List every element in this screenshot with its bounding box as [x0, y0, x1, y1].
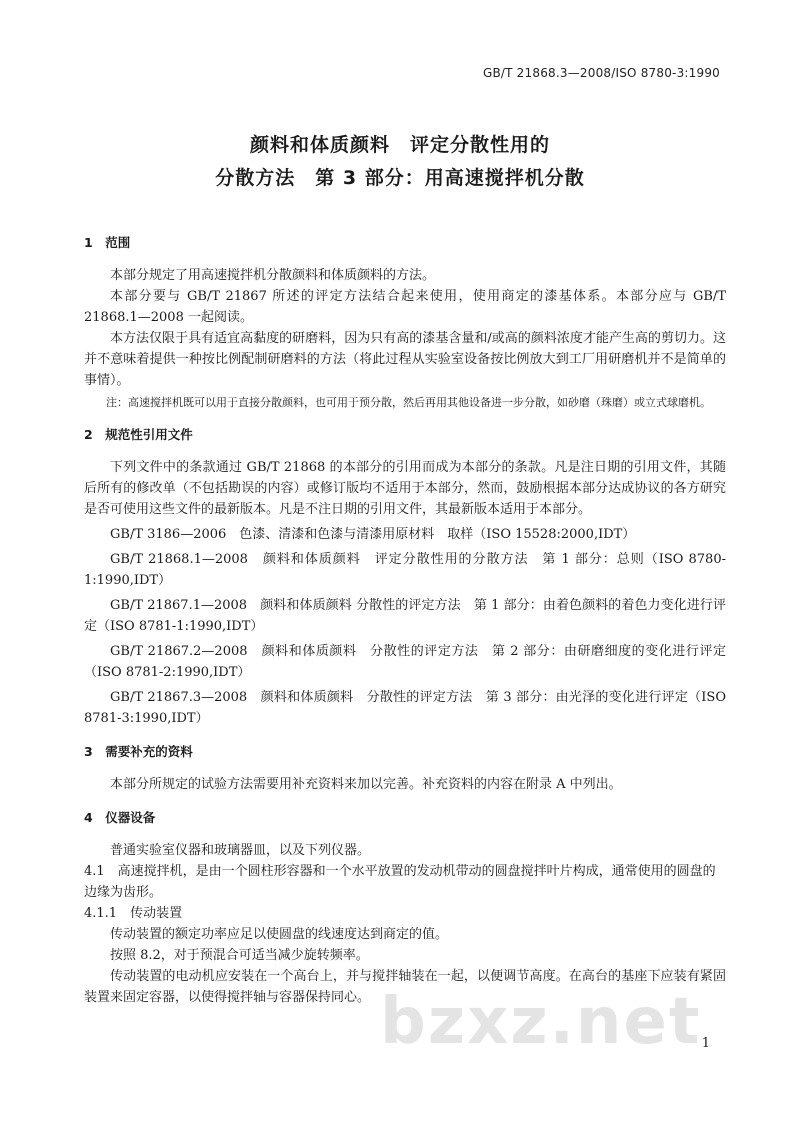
site-watermark: bzxz.net [380, 985, 702, 1059]
section-4-paragraph: 传动装置的额定功率应足以使圆盘的线速度达到商定的值。 [110, 927, 449, 942]
section-1-paragraph: 本部分规定了用高速搅拌机分散颜料和体质颜料的方法。 [110, 268, 436, 283]
section-3-heading: 3 需要补充的资料 [84, 744, 193, 759]
document-title-line2: 分散方法 第 3 部分：用高速搅拌机分散 [215, 167, 585, 189]
document-body [84, 232, 726, 1008]
page-number: 1 [701, 1036, 710, 1051]
section-1-paragraph: 本部分要与 GB/T 21867 所述的评定方法结合起来使用，使用商定的漆基体系。本部分应与 GB/T 21868.1—2008 一起阅读。 [84, 289, 726, 325]
section-2-heading: 2 规范性引用文件 [84, 427, 193, 442]
section-1-note: 注：高速搅拌机既可以用于直接分散颜料，也可用于预分散，然后再用其他设备进一步分散，如砂磨（珠磨）或立式球磨机。 [106, 396, 711, 409]
section-4-paragraph: 普通实验室仪器和玻璃器皿，以及下列仪器。 [110, 843, 371, 858]
section-4-paragraph: 按照 8.2，对于预混合可适当减少旋转频率。 [110, 948, 369, 963]
section-2-paragraph: 下列文件中的条款通过 GB/T 21868 的本部分的引用而成为本部分的条款。凡是注日期的引用文件，其随后所有的修改单（不包括勘误的内容）或修订版均不适用于本部分，然而，鼓励根据本部分达成协议的各方研究是否可使用这些文件的最新版本。凡是不注日期的引用文件，其最新版本适用于本部分。 [84, 460, 726, 517]
standard-code: GB/T 21868.3—2008/ISO 8780-3:1990 [482, 66, 720, 80]
section-1-heading: 1 范围 [84, 235, 131, 250]
normative-reference: GB/T 21867.2—2008 颜料和体质颜料 分散性的评定方法 第 2 部分：由研磨细度的变化进行评定（ISO 8781-2:1990,IDT） [84, 644, 726, 680]
section-3-paragraph: 本部分所规定的试验方法需要用补充资料来加以完善。补充资料的内容在附录 A 中列出。 [110, 777, 622, 792]
clause-4-1-1-heading: 4.1.1 传动装置 [84, 906, 183, 921]
normative-reference: GB/T 21867.1—2008 颜料和体质颜料 分散性的评定方法 第 1 部分：由着色颜料的着色力变化进行评定（ISO 8781-1:1990,IDT） [84, 598, 726, 634]
section-4-paragraph: 传动装置的电动机应安装在一个高台上，并与搅拌轴装在一起，以便调节高度。在高台的基座下应装有紧固装置来固定容器，以使得搅拌轴与容器保持同心。 [84, 969, 726, 1005]
document-title-line1: 颜料和体质颜料 评定分散性用的 [249, 134, 550, 156]
normative-reference: GB/T 21867.3—2008 颜料和体质颜料 分散性的评定方法 第 3 部分：由光泽的变化进行评定（ISO 8781-3:1990,IDT） [84, 690, 726, 726]
clause-4-1: 4.1 高速搅拌机，是由一个圆柱形容器和一个水平放置的发动机带动的圆盘搅拌叶片构成，通常使用的圆盘的边缘为齿形。 [84, 864, 716, 900]
normative-reference: GB/T 3186—2006 色漆、清漆和色漆与清漆用原材料 取样（ISO 15528:2000,IDT） [110, 527, 636, 542]
section-4-heading: 4 仪器设备 [84, 810, 156, 825]
section-1-paragraph: 本方法仅限于具有适宜高黏度的研磨料，因为只有高的漆基含量和/或高的颜料浓度才能产生高的剪切力。这并不意味着提供一种按比例配制研磨料的方法（将此过程从实验室设备按比例放大到工厂用研磨机并不是简单的事情）。 [84, 331, 726, 388]
normative-reference: GB/T 21868.1—2008 颜料和体质颜料 评定分散性用的分散方法 第 1 部分：总则（ISO 8780-1:1990,IDT） [84, 552, 726, 588]
